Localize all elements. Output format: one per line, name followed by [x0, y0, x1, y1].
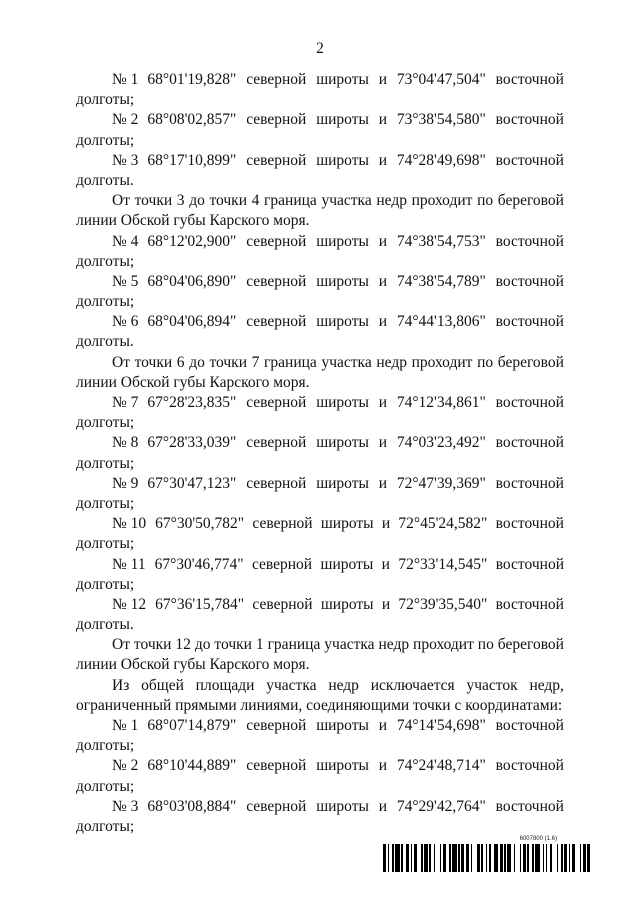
word-and: и	[378, 797, 388, 815]
coordinate-line-end	[76, 131, 564, 151]
coordinate-line	[76, 756, 564, 776]
coordinate-line-end	[76, 615, 564, 635]
coordinate-line-end	[76, 534, 564, 554]
paragraph-word: береговой	[497, 353, 564, 371]
word-east: восточной	[495, 71, 564, 88]
point-id	[112, 433, 236, 453]
longitude-word: долготы.	[76, 333, 134, 351]
word-latitude: широты	[316, 111, 369, 129]
longitude-word: долготы;	[76, 252, 135, 270]
word-north: северной	[246, 272, 307, 290]
latitude-value: 68°03'08,884"	[147, 797, 237, 815]
longitude-value: 74°12'34,861"	[396, 394, 486, 411]
longitude-value: 74°24'48,714"	[396, 757, 486, 775]
word-north: северной	[246, 394, 307, 411]
coordinate-line	[76, 433, 564, 453]
paragraph-word: проходит	[411, 192, 473, 210]
coordinate-line	[76, 716, 564, 736]
point-number: № 4	[112, 232, 139, 250]
coordinate-line-end	[76, 777, 564, 797]
word-and: и	[381, 595, 391, 613]
word-north: северной	[252, 595, 313, 613]
paragraph-line	[76, 353, 564, 373]
coordinate-line-end	[76, 252, 564, 272]
longitude-word: долготы;	[76, 494, 135, 512]
paragraph-word: 1	[255, 636, 264, 654]
coordinate-line-end	[76, 90, 564, 110]
word-north: северной	[246, 757, 307, 775]
longitude-value: 74°03'23,492"	[396, 434, 486, 452]
coordinate-line-end	[76, 494, 564, 514]
latitude-value: 68°12'02,900"	[147, 232, 237, 250]
word-latitude: широты	[320, 515, 374, 533]
point-id	[112, 70, 236, 90]
longitude-word: долготы;	[76, 414, 135, 432]
coordinate-line	[76, 595, 564, 615]
longitude-value: 74°29'42,764"	[396, 797, 486, 815]
coordinate-line	[76, 474, 564, 494]
paragraph-word: точки	[214, 636, 252, 654]
paragraph-word: участка	[321, 192, 372, 210]
paragraph-word: площади	[195, 676, 255, 694]
latitude-value: 67°36'15,784"	[155, 595, 245, 613]
longitude-word: долготы;	[76, 737, 135, 755]
word-and: и	[378, 474, 388, 492]
coordinate-line	[76, 272, 564, 292]
coordinate-line	[76, 232, 564, 252]
word-and: и	[378, 313, 388, 331]
word-and: и	[378, 394, 388, 411]
paragraph-word: 4	[251, 192, 260, 210]
coordinate-line	[76, 151, 564, 171]
longitude-value: 73°04'47,504"	[396, 71, 486, 88]
paragraph-word: недр	[328, 676, 359, 694]
word-latitude: широты	[316, 434, 369, 452]
word-latitude: широты	[316, 757, 369, 775]
word-and: и	[378, 717, 388, 734]
barcode	[383, 836, 593, 874]
word-north: северной	[251, 555, 313, 573]
word-east: восточной	[495, 717, 564, 734]
longitude-word: долготы;	[76, 777, 135, 795]
word-north: северной	[246, 151, 307, 169]
longitude-value: 72°33'14,545"	[398, 555, 488, 573]
latitude-value: 67°28'23,835"	[147, 394, 237, 411]
paragraph-line-end	[76, 373, 564, 393]
word-north: северной	[246, 797, 307, 815]
longitude-value: 74°38'54,753"	[396, 232, 486, 250]
word-and: и	[378, 111, 388, 129]
paragraph-word: до	[189, 353, 205, 371]
word-and: и	[378, 272, 388, 290]
paragraph-word: проходит	[413, 636, 474, 654]
word-and: и	[378, 151, 388, 169]
paragraph-word: 6	[176, 353, 185, 371]
paragraph-word: недр	[376, 192, 407, 210]
longitude-value: 72°39'35,540"	[398, 595, 488, 613]
word-north: северной	[246, 71, 307, 88]
latitude-value: 67°30'50,782"	[155, 515, 245, 533]
page-number: 2	[316, 40, 324, 57]
paragraph-word: недр	[378, 636, 410, 654]
point-number: № 2	[112, 111, 139, 129]
word-and: и	[381, 515, 391, 533]
point-number: № 11	[112, 555, 146, 573]
word-north: северной	[246, 434, 307, 452]
longitude-value: 74°38'54,789"	[396, 272, 486, 290]
paragraph-word: участка	[266, 676, 317, 694]
latitude-value: 68°04'06,890"	[147, 272, 237, 290]
paragraph-word: по	[477, 636, 494, 654]
barcode-label: 6007800 (1.6)	[519, 836, 557, 842]
latitude-value: 68°17'10,899"	[147, 151, 237, 169]
paragraph-word: недр,	[529, 676, 564, 694]
barcode-bar	[590, 844, 592, 872]
word-latitude: широты	[320, 595, 374, 613]
paragraph-word: общей	[141, 676, 184, 694]
latitude-value: 68°01'19,828"	[147, 71, 237, 88]
word-east: восточной	[495, 151, 564, 169]
coordinate-line-end	[76, 575, 564, 595]
coordinate-line	[76, 312, 564, 332]
point-number: № 9	[112, 474, 139, 492]
word-latitude: широты	[316, 151, 369, 169]
point-id	[112, 595, 244, 615]
latitude-value: 68°07'14,879"	[147, 717, 237, 734]
word-and: и	[378, 71, 388, 88]
coordinate-line	[76, 555, 564, 575]
longitude-value: 74°44'13,806"	[396, 313, 486, 331]
word-latitude: широты	[320, 555, 374, 573]
paragraph-word: по	[477, 353, 494, 371]
point-number: № 1	[112, 717, 139, 734]
latitude-value: 67°30'46,774"	[154, 555, 244, 573]
paragraph-text: линии Обской губы Карского моря.	[76, 656, 310, 674]
longitude-value: 73°38'54,580"	[396, 111, 486, 129]
paragraph-word: до	[189, 192, 205, 210]
paragraph-word: От	[112, 636, 130, 654]
longitude-value: 74°14'54,698"	[396, 717, 486, 734]
point-id	[112, 797, 236, 817]
point-id	[112, 555, 244, 575]
coordinate-line	[76, 110, 564, 130]
word-east: восточной	[495, 595, 564, 613]
paragraph-word: исключается	[370, 676, 455, 694]
point-id	[112, 514, 244, 534]
word-and: и	[378, 757, 388, 775]
coordinate-line	[76, 70, 564, 90]
word-north: северной	[246, 474, 307, 492]
paragraph-word: береговой	[497, 636, 564, 654]
longitude-word: долготы;	[76, 575, 135, 593]
barcode-bars	[383, 844, 593, 872]
paragraph-word: точки	[134, 192, 173, 210]
point-id	[112, 716, 236, 736]
paragraph-word: проходит	[411, 353, 473, 371]
word-east: восточной	[495, 272, 564, 290]
longitude-value: 72°45'24,582"	[398, 515, 488, 533]
point-number: № 8	[112, 434, 139, 452]
word-latitude: широты	[316, 474, 369, 492]
point-number: № 7	[112, 394, 139, 411]
paragraph-word: до	[194, 636, 211, 654]
word-east: восточной	[495, 434, 564, 452]
point-number: № 3	[112, 151, 139, 169]
latitude-value: 67°30'47,123"	[147, 474, 237, 492]
paragraph-text: ограниченный прямыми линиями, соединяющими точки с координатами:	[76, 696, 563, 714]
coordinate-line-end	[76, 292, 564, 312]
word-east: восточной	[495, 232, 564, 250]
paragraph-line	[76, 635, 564, 655]
longitude-word: долготы;	[76, 535, 135, 553]
point-number: № 1	[112, 71, 139, 88]
paragraph-text: линии Обской губы Карского моря.	[76, 373, 310, 391]
point-number: № 3	[112, 797, 139, 815]
coordinate-line-end	[76, 736, 564, 756]
point-id	[112, 232, 236, 252]
coordinate-line	[76, 514, 564, 534]
word-east: восточной	[495, 394, 564, 411]
point-number: № 6	[112, 313, 139, 331]
coordinate-line-end	[76, 454, 564, 474]
longitude-word: долготы;	[76, 454, 135, 472]
paragraph-line-end	[76, 696, 564, 716]
coordinate-line	[76, 393, 564, 413]
paragraph-line-end	[76, 211, 564, 231]
paragraph-word: участка	[324, 636, 375, 654]
point-id	[112, 110, 236, 130]
paragraph-word: граница	[267, 636, 321, 654]
paragraph-word: точки	[133, 636, 172, 654]
coordinate-line-end	[76, 817, 564, 837]
document-body	[76, 70, 564, 837]
word-east: восточной	[495, 111, 564, 129]
paragraph-word: граница	[264, 192, 317, 210]
word-north: северной	[246, 717, 307, 734]
paragraph-word: 3	[176, 192, 185, 210]
paragraph-word: точки	[209, 192, 248, 210]
point-id	[112, 312, 236, 332]
paragraph-word: недр	[376, 353, 407, 371]
word-north: северной	[246, 232, 307, 250]
longitude-word: долготы;	[76, 131, 135, 149]
paragraph-line	[76, 191, 564, 211]
word-and: и	[381, 555, 390, 573]
longitude-word: долготы;	[76, 817, 135, 835]
longitude-word: долготы.	[76, 171, 134, 189]
longitude-word: долготы;	[76, 91, 135, 109]
longitude-word: долготы;	[76, 293, 135, 311]
word-east: восточной	[495, 515, 564, 533]
coordinate-line-end	[76, 171, 564, 191]
word-latitude: широты	[316, 717, 369, 734]
paragraph-line-end	[76, 655, 564, 675]
point-id	[112, 393, 236, 413]
paragraph-word: береговой	[497, 192, 564, 210]
paragraph-word: Из	[112, 676, 130, 694]
paragraph-word: участок	[466, 676, 518, 694]
point-id	[112, 756, 236, 776]
word-east: восточной	[495, 757, 564, 775]
paragraph-word: От	[112, 353, 130, 371]
latitude-value: 67°28'33,039"	[147, 434, 237, 452]
coordinate-line	[76, 797, 564, 817]
word-east: восточной	[495, 474, 564, 492]
longitude-word: долготы.	[76, 616, 134, 634]
point-number: № 5	[112, 272, 139, 290]
word-east: восточной	[495, 797, 564, 815]
word-north: северной	[246, 313, 307, 331]
paragraph-word: участка	[321, 353, 372, 371]
word-and: и	[378, 232, 388, 250]
longitude-value: 74°28'49,698"	[396, 151, 486, 169]
point-id	[112, 151, 236, 171]
latitude-value: 68°10'44,889"	[147, 757, 237, 775]
point-id	[112, 474, 236, 494]
word-latitude: широты	[316, 797, 369, 815]
word-latitude: широты	[316, 232, 369, 250]
paragraph-word: От	[112, 192, 130, 210]
word-latitude: широты	[316, 272, 369, 290]
word-east: восточной	[495, 555, 564, 573]
word-latitude: широты	[316, 71, 369, 88]
paragraph-word: граница	[264, 353, 317, 371]
word-north: северной	[246, 111, 307, 129]
coordinate-line-end	[76, 413, 564, 433]
paragraph-word: по	[477, 192, 494, 210]
paragraph-word: 7	[251, 353, 260, 371]
longitude-value: 72°47'39,369"	[396, 474, 486, 492]
paragraph-text: линии Обской губы Карского моря.	[76, 212, 310, 230]
latitude-value: 68°04'06,894"	[147, 313, 237, 331]
latitude-value: 68°08'02,857"	[147, 111, 237, 129]
word-north: северной	[252, 515, 313, 533]
coordinate-line-end	[76, 332, 564, 352]
paragraph-line	[76, 676, 564, 696]
paragraph-word: 12	[175, 636, 191, 654]
point-number: № 12	[112, 595, 147, 613]
paragraph-word: точки	[134, 353, 173, 371]
paragraph-word: точки	[209, 353, 248, 371]
point-number: № 2	[112, 757, 139, 775]
word-east: восточной	[495, 313, 564, 331]
point-id	[112, 272, 236, 292]
word-latitude: широты	[316, 394, 369, 411]
word-latitude: широты	[316, 313, 369, 331]
point-number: № 10	[112, 515, 147, 533]
word-and: и	[378, 434, 388, 452]
